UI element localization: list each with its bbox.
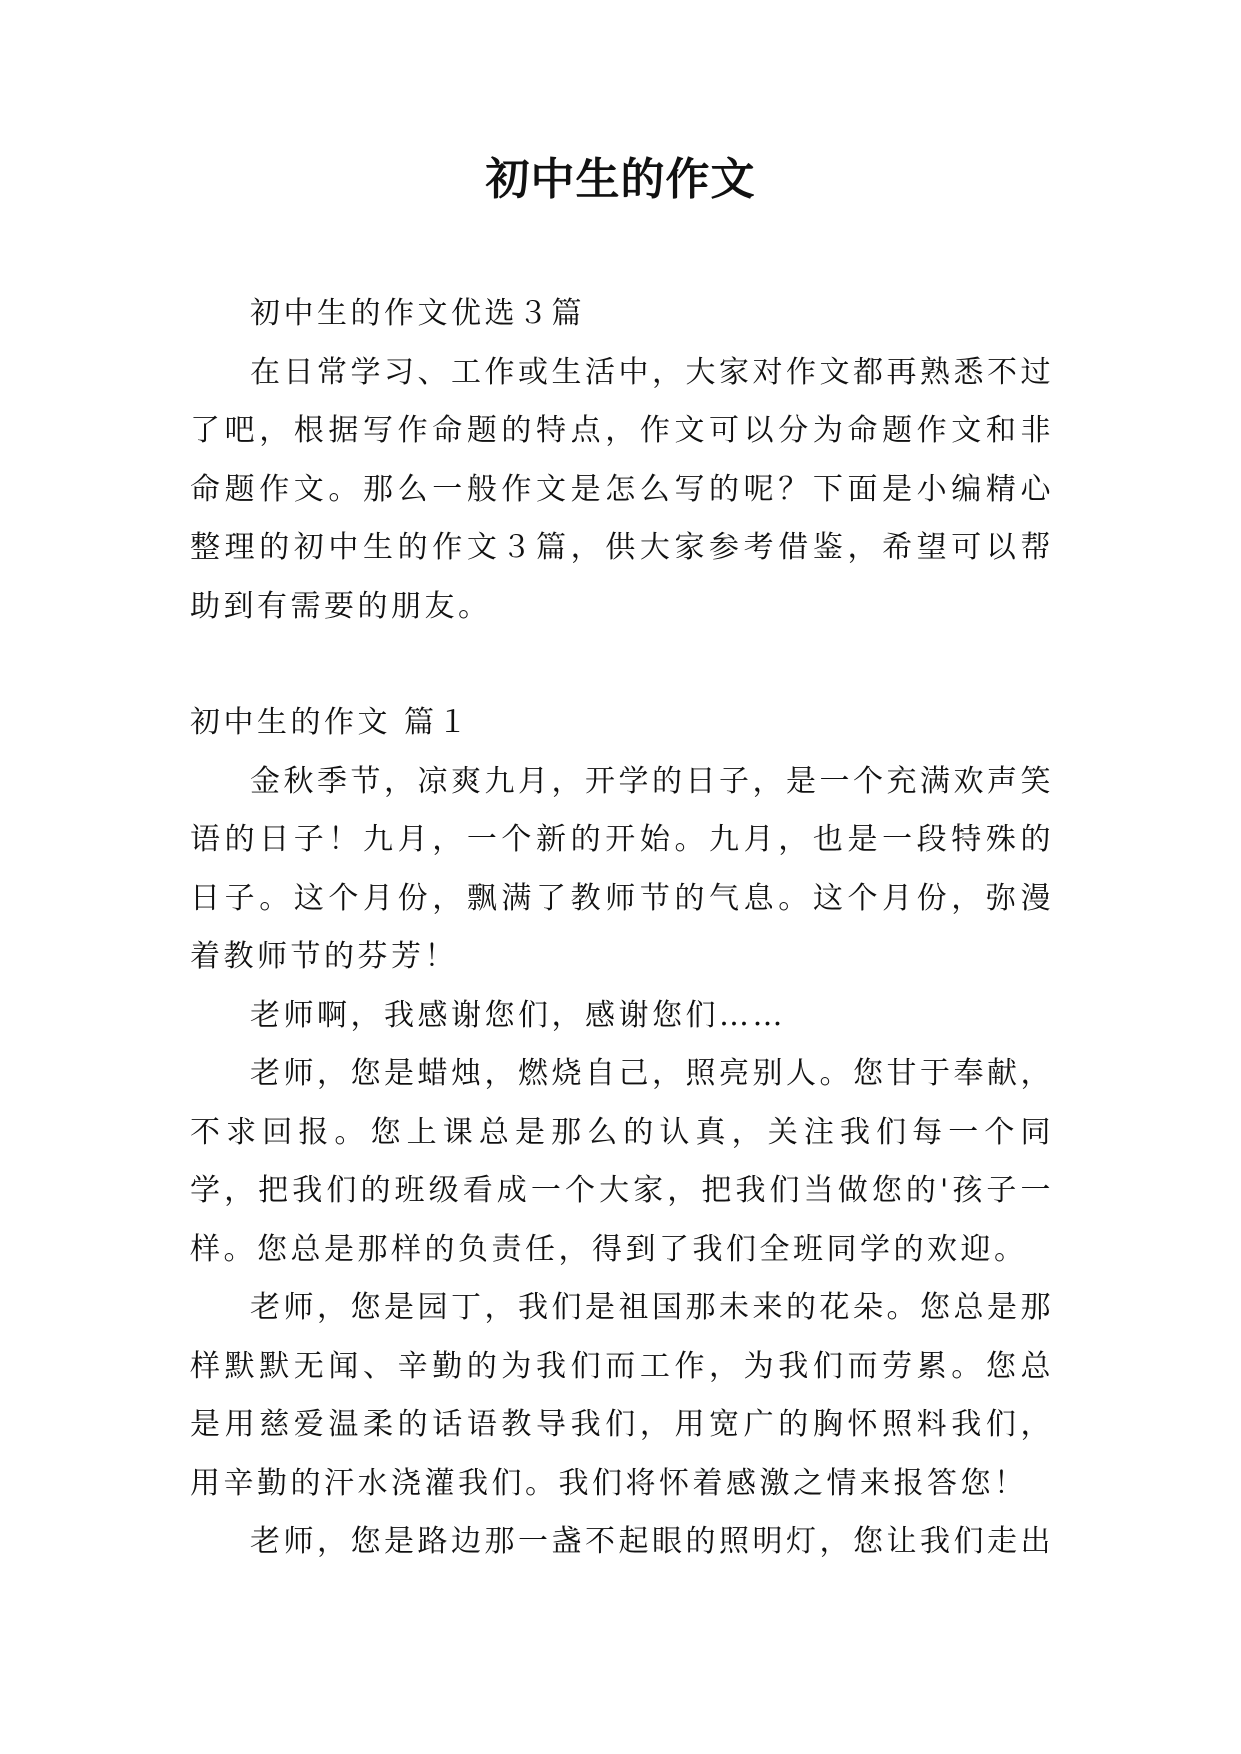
document-title: 初中生的作文	[485, 154, 756, 205]
body-paragraph: 老师啊，我感谢您们，感谢您们……	[250, 997, 786, 1033]
body-paragraph: 金秋季节，凉爽九月，开学的日子，是一个充满欢声笑语的日子！九月，一个新的开始。九月，也是一段特殊的日子。这个月份，飘满了教师节的气息。这个月份，弥漫着教师节的芬芳！	[190, 763, 1054, 974]
body-paragraph: 老师，您是路边那一盏不起眼的照明灯，您让我们走出	[250, 1524, 1054, 1559]
section-heading: 初中生的作文 篇１	[190, 705, 472, 740]
body-paragraph: 老师，您是园丁，我们是祖国那未来的花朵。您总是那样默默无闻、辛勤的为我们而工作，为我们而劳累。您总是用慈爱温柔的话语教导我们，用宽广的胸怀照料我们，用辛勤的汗水浇灌我们。我们将怀着感激之情来报答您！	[190, 1290, 1054, 1501]
document-body	[190, 285, 1054, 1572]
body-paragraph: 老师，您是蜡烛，燃烧自己，照亮别人。您甘于奉献，不求回报。您上课总是那么的认真，关注我们每一个同学，把我们的班级看成一个大家，把我们当做您的'孩子一样。您总是那样的负责任，得到了我们全班同学的欢迎。	[190, 1056, 1054, 1267]
intro-paragraph: 在日常学习、工作或生活中，大家对作文都再熟悉不过了吧，根据写作命题的特点，作文可以分为命题作文和非命题作文。那么一般作文是怎么写的呢？下面是小编精心整理的初中生的作文３篇，供大家参考借鉴，希望可以帮助到有需要的朋友。	[190, 354, 1054, 624]
document-subtitle: 初中生的作文优选３篇	[250, 296, 585, 331]
